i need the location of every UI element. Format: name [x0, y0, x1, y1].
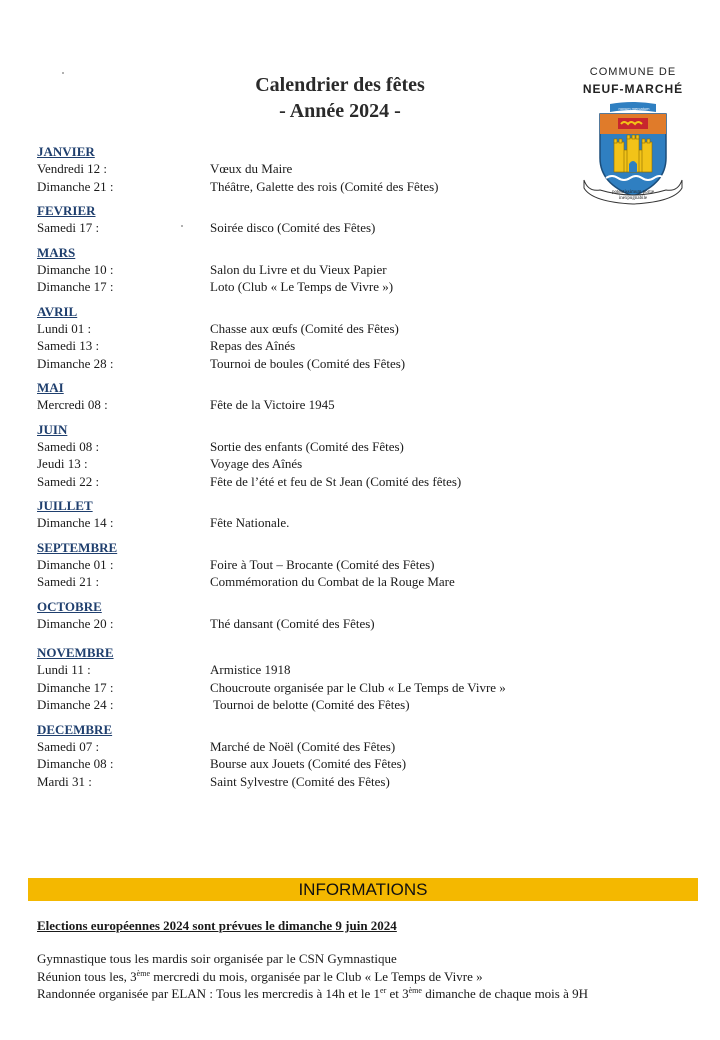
randonnee-part1: Randonnée organisée par ELAN : Tous les mercredis à 14h et le 1	[37, 986, 381, 1001]
event-description: Chasse aux œufs (Comité des Fêtes)	[210, 320, 399, 336]
reunion-text-before: Réunion tous les, 3	[37, 968, 137, 984]
event-day: Dimanche 21 :	[37, 178, 114, 194]
month-septembre	[37, 539, 557, 591]
info-line-gym: Gymnastique tous les mardis soir organisée par le CSN Gymnastique	[37, 951, 397, 966]
month-heading: SEPTEMBRE	[37, 539, 118, 555]
month-decembre	[37, 721, 557, 791]
event-row	[37, 661, 557, 679]
event-description: Foire à Tout – Brocante (Comité des Fêtes)	[210, 556, 435, 572]
logo-motto-bottom: potentissimum portæ inexpugnabile	[611, 190, 655, 201]
event-day: Dimanche 17 :	[37, 279, 114, 294]
event-description: Fête de la Victoire 1945	[210, 397, 335, 412]
event-row	[37, 679, 557, 697]
event-row	[37, 438, 557, 456]
page-subtitle-year: - Année 2024 -	[279, 100, 401, 122]
event-row	[37, 755, 557, 773]
month-heading: MAI	[37, 380, 64, 395]
event-row	[37, 219, 557, 237]
event-row	[37, 738, 557, 756]
month-fevrier	[37, 202, 557, 237]
month-heading: DECEMBRE	[37, 721, 113, 737]
scan-speck	[62, 72, 64, 74]
info-line-randonnee	[37, 985, 697, 1003]
event-row	[37, 160, 557, 178]
month-mars	[37, 244, 557, 296]
event-row	[37, 473, 557, 491]
event-description: Commémoration du Combat de la Rouge Mare	[210, 574, 455, 589]
event-description: Thé dansant (Comité des Fêtes)	[210, 615, 375, 631]
event-day: Samedi 17 :	[37, 220, 100, 235]
month-janvier	[37, 143, 557, 195]
event-description: Repas des Aînés	[210, 338, 296, 353]
event-day: Dimanche 28 :	[37, 355, 114, 371]
event-day: Dimanche 14 :	[37, 515, 114, 530]
event-description: Fête de l’été et feu de St Jean (Comité des fêtes)	[210, 473, 462, 489]
randonnee-part2: et 3	[386, 986, 409, 1001]
month-heading: NOVEMBRE	[37, 645, 114, 660]
event-row	[37, 396, 557, 414]
month-octobre	[37, 598, 557, 633]
month-avril	[37, 303, 557, 373]
scan-speck	[181, 225, 183, 227]
event-row	[37, 696, 557, 714]
logo-motto-top: novum mercatum	[618, 106, 650, 111]
event-day: Dimanche 01 :	[37, 556, 114, 572]
reunion-ordinal-sup: ème	[136, 968, 150, 978]
event-description: Choucroute organisée par le Club « Le Temps de Vivre »	[210, 679, 506, 695]
month-mai	[37, 379, 557, 414]
elections-notice: Elections européennes 2024 sont prévues le dimanche 9 juin 2024	[37, 918, 397, 933]
event-row	[37, 556, 557, 574]
event-description: Fête Nationale.	[210, 515, 290, 530]
informations-heading: INFORMATIONS	[28, 878, 698, 901]
event-description: Saint Sylvestre (Comité des Fêtes)	[210, 773, 390, 789]
event-description: Salon du Livre et du Vieux Papier	[210, 261, 387, 277]
events-calendar	[37, 143, 557, 797]
month-heading: FEVRIER	[37, 203, 96, 218]
event-row	[37, 773, 557, 791]
month-heading: OCTOBRE	[37, 598, 102, 614]
event-row	[37, 514, 557, 532]
randonnee-sup2: ème	[408, 986, 422, 995]
event-day: Vendredi 12 :	[37, 161, 108, 176]
event-day: Mercredi 08 :	[37, 397, 108, 412]
randonnee-sup1: er	[380, 986, 387, 995]
event-day: Samedi 07 :	[37, 738, 100, 754]
month-juillet	[37, 497, 557, 532]
event-row	[37, 178, 557, 196]
info-line-reunion	[37, 968, 697, 986]
event-description: Vœux du Maire	[210, 161, 293, 176]
month-heading: JUILLET	[37, 498, 93, 513]
month-heading: JANVIER	[37, 144, 95, 159]
event-row	[37, 278, 557, 296]
event-description: Théâtre, Galette des rois (Comité des Fêtes)	[210, 178, 439, 194]
event-row	[37, 337, 557, 355]
event-description: Bourse aux Jouets (Comité des Fêtes)	[210, 756, 407, 771]
event-day: Samedi 08 :	[37, 438, 100, 454]
informations-list	[37, 950, 697, 1003]
event-description: Soirée disco (Comité des Fêtes)	[210, 220, 376, 235]
event-day: Dimanche 10 :	[37, 261, 114, 277]
event-description: Tournoi de boules (Comité des Fêtes)	[210, 355, 406, 371]
event-day: Samedi 22 :	[37, 473, 100, 489]
event-day: Samedi 13 :	[37, 338, 100, 353]
event-description: Marché de Noël (Comité des Fêtes)	[210, 738, 396, 754]
event-description: Voyage des Aînés	[210, 456, 303, 471]
event-row	[37, 355, 557, 373]
event-day: Dimanche 08 :	[37, 756, 114, 771]
event-day: Dimanche 17 :	[37, 679, 114, 695]
event-description: Tournoi de belotte (Comité des Fêtes)	[213, 697, 410, 712]
randonnee-part3: dimanche de chaque mois à 9H	[421, 986, 589, 1001]
reunion-text-after: mercredi du mois, organisée par le Club « Le Temps de Vivre »	[150, 968, 483, 984]
month-heading: MARS	[37, 244, 76, 260]
event-day: Dimanche 24 :	[37, 697, 114, 712]
month-juin	[37, 421, 557, 491]
event-day: Samedi 21 :	[37, 574, 100, 589]
event-row	[37, 573, 557, 591]
logo-commune-label: COMMUNE DE	[589, 66, 677, 78]
commune-logo	[578, 66, 688, 208]
event-row	[37, 615, 557, 633]
event-row	[37, 320, 557, 338]
event-day: Jeudi 13 :	[37, 456, 88, 471]
logo-town-name: NEUF-MARCHÉ	[582, 82, 684, 96]
month-heading: JUIN	[37, 421, 68, 437]
event-day: Dimanche 20 :	[37, 615, 114, 631]
event-description: Sortie des enfants (Comité des Fêtes)	[210, 438, 404, 454]
event-description: Armistice 1918	[210, 662, 291, 677]
event-description: Loto (Club « Le Temps de Vivre »)	[210, 279, 394, 294]
event-day: Lundi 01 :	[37, 320, 92, 336]
event-row	[37, 261, 557, 279]
month-heading: AVRIL	[37, 303, 78, 319]
event-day: Mardi 31 :	[37, 773, 92, 789]
event-row	[37, 455, 557, 473]
month-novembre	[37, 644, 557, 714]
event-day: Lundi 11 :	[37, 662, 91, 677]
page-title: Calendrier des fêtes	[255, 74, 425, 96]
